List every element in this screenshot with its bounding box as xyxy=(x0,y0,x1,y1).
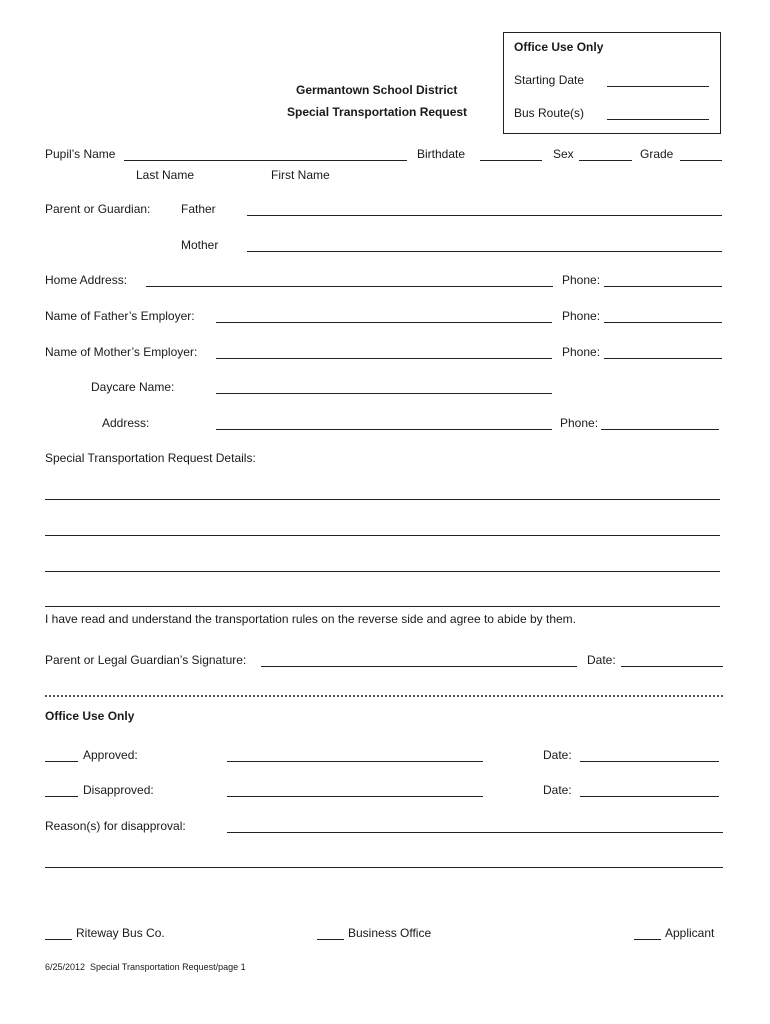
riteway-label: Riteway Bus Co. xyxy=(76,926,165,940)
signature-date-field[interactable] xyxy=(621,666,723,667)
mother-employer-label: Name of Mother’s Employer: xyxy=(45,345,198,359)
mother-employer-phone-label: Phone: xyxy=(562,345,601,359)
approved-date-field[interactable] xyxy=(580,761,719,762)
home-address-label: Home Address: xyxy=(45,273,128,287)
approved-date-label: Date: xyxy=(543,748,572,762)
disapproved-check-field[interactable] xyxy=(45,796,78,797)
daycare-name-label: Daycare Name: xyxy=(91,380,175,394)
father-label: Father xyxy=(181,202,216,216)
home-phone-field[interactable] xyxy=(604,286,722,287)
details-line[interactable] xyxy=(45,535,720,536)
signature-date-label: Date: xyxy=(587,653,616,667)
reasons-field[interactable] xyxy=(227,832,723,833)
agreement-text: I have read and understand the transportation rules on the reverse side and agree to abide by them. xyxy=(45,612,577,626)
disapproved-date-label: Date: xyxy=(543,783,572,797)
reasons-line[interactable] xyxy=(45,867,723,868)
father-employer-phone-label: Phone: xyxy=(562,309,601,323)
disapproved-field[interactable] xyxy=(227,796,483,797)
disapproved-label: Disapproved: xyxy=(83,783,154,797)
office-box-title: Office Use Only xyxy=(514,40,604,54)
district-name: Germantown School District xyxy=(296,83,458,97)
starting-date-field[interactable] xyxy=(607,86,709,87)
father-employer-phone-field[interactable] xyxy=(604,322,722,323)
father-field[interactable] xyxy=(247,215,722,216)
home-phone-label: Phone: xyxy=(562,273,601,287)
daycare-phone-label: Phone: xyxy=(560,416,599,430)
sex-field[interactable] xyxy=(579,160,632,161)
approved-check-field[interactable] xyxy=(45,761,78,762)
birthdate-label: Birthdate xyxy=(417,147,466,161)
last-name-caption: Last Name xyxy=(136,168,195,182)
details-label: Special Transportation Request Details: xyxy=(45,451,256,465)
signature-field[interactable] xyxy=(261,666,577,667)
birthdate-field[interactable] xyxy=(480,160,542,161)
father-employer-field[interactable] xyxy=(216,322,552,323)
bus-routes-label: Bus Route(s) xyxy=(514,106,585,120)
page-footer: 6/25/2012 Special Transportation Request/page 1 xyxy=(45,962,246,972)
home-address-field[interactable] xyxy=(146,286,553,287)
mother-employer-field[interactable] xyxy=(216,358,552,359)
business-office-check-field[interactable] xyxy=(317,939,344,940)
sex-label: Sex xyxy=(553,147,574,161)
grade-label: Grade xyxy=(640,147,674,161)
daycare-name-field[interactable] xyxy=(216,393,552,394)
approved-label: Approved: xyxy=(83,748,138,762)
reasons-label: Reason(s) for disapproval: xyxy=(45,819,186,833)
daycare-address-label: Address: xyxy=(102,416,150,430)
bus-routes-field[interactable] xyxy=(607,119,709,120)
riteway-check-field[interactable] xyxy=(45,939,72,940)
starting-date-label: Starting Date xyxy=(514,73,585,87)
office-section-title: Office Use Only xyxy=(45,709,135,723)
cut-line-divider xyxy=(45,695,723,697)
grade-field[interactable] xyxy=(680,160,722,161)
disapproved-date-field[interactable] xyxy=(580,796,719,797)
applicant-check-field[interactable] xyxy=(634,939,661,940)
form-title: Special Transportation Request xyxy=(287,105,468,119)
pupil-name-label: Pupil’s Name xyxy=(45,147,116,161)
signature-label: Parent or Legal Guardian’s Signature: xyxy=(45,653,247,667)
details-line[interactable] xyxy=(45,499,720,500)
details-line[interactable] xyxy=(45,571,720,572)
first-name-caption: First Name xyxy=(271,168,330,182)
daycare-phone-field[interactable] xyxy=(601,429,719,430)
applicant-label: Applicant xyxy=(665,926,715,940)
mother-field[interactable] xyxy=(247,251,722,252)
mother-employer-phone-field[interactable] xyxy=(604,358,722,359)
father-employer-label: Name of Father’s Employer: xyxy=(45,309,195,323)
mother-label: Mother xyxy=(181,238,219,252)
daycare-address-field[interactable] xyxy=(216,429,552,430)
guardian-label: Parent or Guardian: xyxy=(45,202,151,216)
approved-field[interactable] xyxy=(227,761,483,762)
pupil-name-field[interactable] xyxy=(124,160,407,161)
business-office-label: Business Office xyxy=(348,926,432,940)
details-line[interactable] xyxy=(45,606,720,607)
